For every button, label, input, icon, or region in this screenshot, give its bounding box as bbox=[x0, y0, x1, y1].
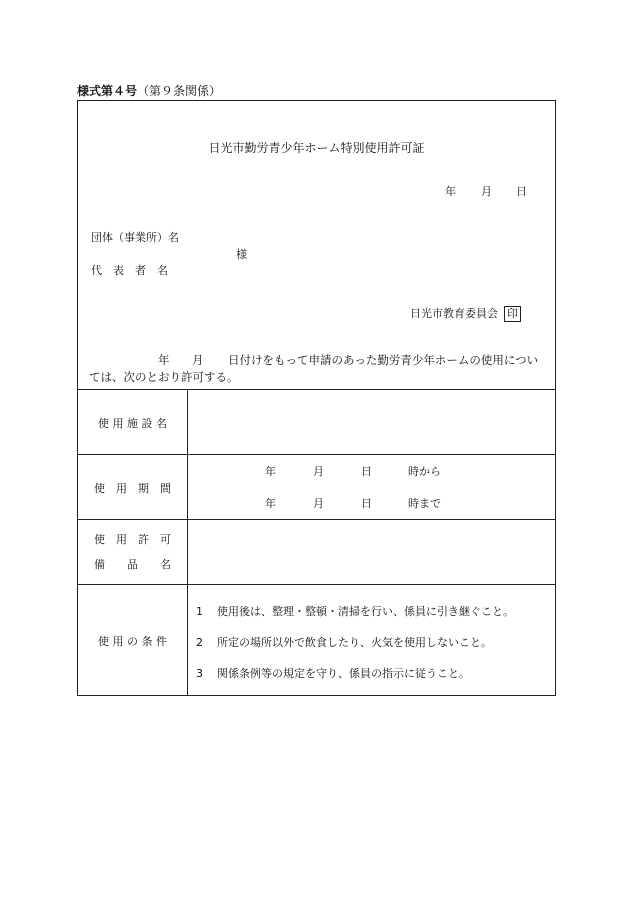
start-month: 月 bbox=[313, 465, 324, 478]
start-year: 年 bbox=[265, 465, 276, 478]
date-month: 月 bbox=[481, 185, 492, 198]
end-month: 月 bbox=[313, 497, 324, 510]
form-number-article: （第９条関係） bbox=[137, 84, 222, 98]
period-label: 使 用 期 間 bbox=[94, 482, 171, 495]
equipment-label-line1: 使 用 許 可 bbox=[94, 533, 171, 546]
issuer-name: 日光市教育委員会 bbox=[410, 307, 498, 320]
table-top-rule bbox=[78, 389, 555, 390]
facility-name-label: 使 用 施 設 名 bbox=[98, 417, 167, 430]
condition-number: 1 bbox=[196, 605, 203, 618]
row-rule-3 bbox=[78, 584, 555, 585]
condition-item bbox=[196, 603, 514, 619]
condition-item bbox=[196, 634, 492, 650]
date-day: 日 bbox=[516, 185, 527, 198]
condition-text: 使用後は、整理・整頓・清掃を行い、係員に引き継ぐこと。 bbox=[217, 605, 514, 618]
intro-line2: ては、次のとおり許可する。 bbox=[89, 370, 239, 384]
date-year: 年 bbox=[445, 185, 456, 198]
permit-form bbox=[77, 100, 556, 696]
column-rule bbox=[187, 389, 188, 695]
condition-item bbox=[196, 665, 470, 681]
seal-mark: 印 bbox=[504, 306, 521, 322]
row-rule-2 bbox=[78, 519, 555, 520]
form-number-main: 様式第４号 bbox=[77, 84, 138, 98]
condition-number: 3 bbox=[196, 667, 203, 680]
row-rule-1 bbox=[78, 454, 555, 455]
end-year: 年 bbox=[265, 497, 276, 510]
condition-number: 2 bbox=[196, 636, 203, 649]
honorific: 様 bbox=[236, 248, 247, 261]
intro-year: 年 bbox=[158, 353, 170, 367]
form-title: 日光市勤労青少年ホーム特別使用許可証 bbox=[208, 141, 425, 155]
representative-label: 代 表 者 名 bbox=[91, 264, 168, 277]
start-time: 時から bbox=[408, 465, 441, 478]
start-day: 日 bbox=[361, 465, 372, 478]
end-day: 日 bbox=[361, 497, 372, 510]
intro-line1: 日付けをもって申請のあった勤労青少年ホームの使用につい bbox=[228, 353, 539, 367]
end-time: 時まで bbox=[408, 497, 441, 510]
form-number bbox=[77, 82, 221, 99]
condition-text: 所定の場所以外で飲食したり、火気を使用しないこと。 bbox=[217, 636, 492, 649]
condition-text: 関係条例等の規定を守り、係員の指示に従うこと。 bbox=[217, 667, 470, 680]
issuer bbox=[410, 305, 521, 322]
equipment-label-line2: 備 品 名 bbox=[94, 558, 171, 571]
org-name-label: 団体（事業所）名 bbox=[91, 231, 179, 244]
intro-month: 月 bbox=[192, 353, 204, 367]
conditions-label: 使 用 の 条 件 bbox=[98, 635, 167, 648]
